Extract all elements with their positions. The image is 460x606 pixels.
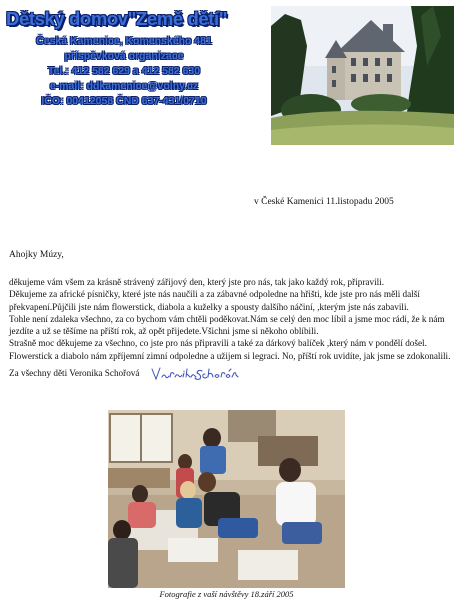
organization-address: Česká Kamenice, Komenského 481 bbox=[36, 35, 212, 47]
paragraph: Tohle není zdaleka všechno, za co bychom vám chtěli poděkovat.Nám se celý den moc líbil a jsme moc rádi, že k nám jezdíte a už se těšíme na příští rok, až opět přijedete.Všichni jsme si někoho oblíbili. bbox=[9, 313, 445, 337]
organization-email: e-mail: ddkamenice@volny.cz bbox=[49, 80, 199, 92]
building-photo bbox=[271, 6, 454, 145]
children-photo bbox=[108, 410, 345, 588]
handwritten-signature bbox=[150, 365, 262, 383]
organization-phone: Tel.: 412 582 629 a 412 582 630 bbox=[47, 65, 201, 77]
paragraph: děkujeme vám všem za krásně strávený zářijový den, který jste pro nás, tak jako každý rok, připravili. bbox=[9, 277, 385, 287]
letterhead bbox=[6, 8, 242, 109]
date-line: v České Kamenici 11.listopadu 2005 bbox=[254, 197, 394, 207]
greeting: Ahojky Múzy, bbox=[9, 250, 64, 260]
organization-type: příspěvková organizace bbox=[64, 50, 184, 62]
closing-line: Za všechny děti Veronika Schořová bbox=[9, 368, 140, 378]
letter-body bbox=[9, 276, 454, 362]
organization-title: Dětský domov"Země dětí" bbox=[6, 8, 228, 29]
organization-ids: IČO: 00412058 ČND 637-431/0710 bbox=[41, 95, 207, 107]
paragraph: Strašně moc děkujeme za všechno, co jste pro nás připravili a také za dárkový balíček ,který nám v pondělí došel. Flowerstick a diabolo nám zpříjemní zimní odpoledne a užijem si legraci. No, příští rok uvidíte, jak jsme se zdokonalili. bbox=[9, 338, 451, 361]
photo-caption: Fotografie z vaší návštěvy 18.září 2005 bbox=[159, 589, 294, 599]
paragraph: Děkujeme za africké písničky, které jste nás naučili a za zábavné odpoledne na hřišti, kde jste pro nás měli další překvapení.Půjčili jste nám flowerstick, diabola a kuželky a spousty dalšího náčiní, ,kterým jste nás zabavili. bbox=[9, 289, 420, 312]
